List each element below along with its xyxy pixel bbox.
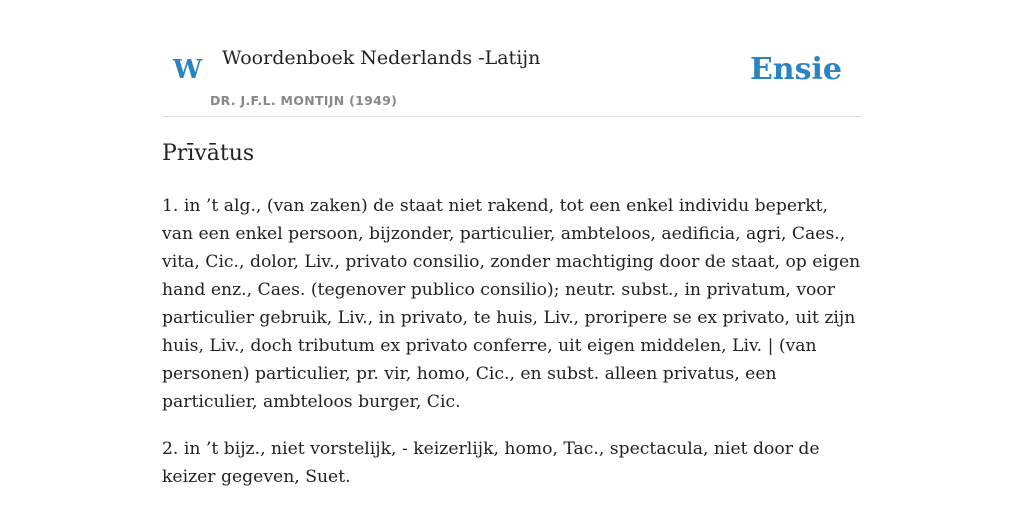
definition-paragraph: 2. in ’t bijz., niet vorstelijk, - keizerlijk, homo, Tac., spectacula, niet door de keizer gegeven, Suet. <box>162 439 820 487</box>
dictionary-author: DR. J.F.L. MONTIJN (1949) <box>210 93 398 108</box>
dictionary-title: Woordenboek Nederlands -Latijn <box>222 47 541 69</box>
ensie-brand-link[interactable]: Ensie <box>749 52 842 87</box>
entry-body <box>162 192 862 510</box>
entry-title: Prīvātus <box>162 141 255 166</box>
definition-paragraph: 1. in ’t alg., (van zaken) de staat niet rakend, tot een enkel individu beperkt, van een enkel persoon, bijzonder, particulier, ambteloos, aedificia, agri, Caes., vita, Cic., dolor, Liv., privato consilio, zonder machtiging door de staat, op eigen hand enz., Caes. (tegenover publico consilio); neutr. subst., in privatum, voor particulier gebruik, Liv., in privato, te huis, Liv., proripere se ex privato, uit zijn huis, Liv., doch tributum ex privato conferre, uit eigen middelen, Liv. | (van personen) particulier, pr. vir, homo, Cic., en subst. alleen privatus, een particulier, ambteloos burger, Cic. <box>162 196 861 412</box>
dictionary-header <box>162 0 862 117</box>
dictionary-logo: W <box>173 55 203 85</box>
